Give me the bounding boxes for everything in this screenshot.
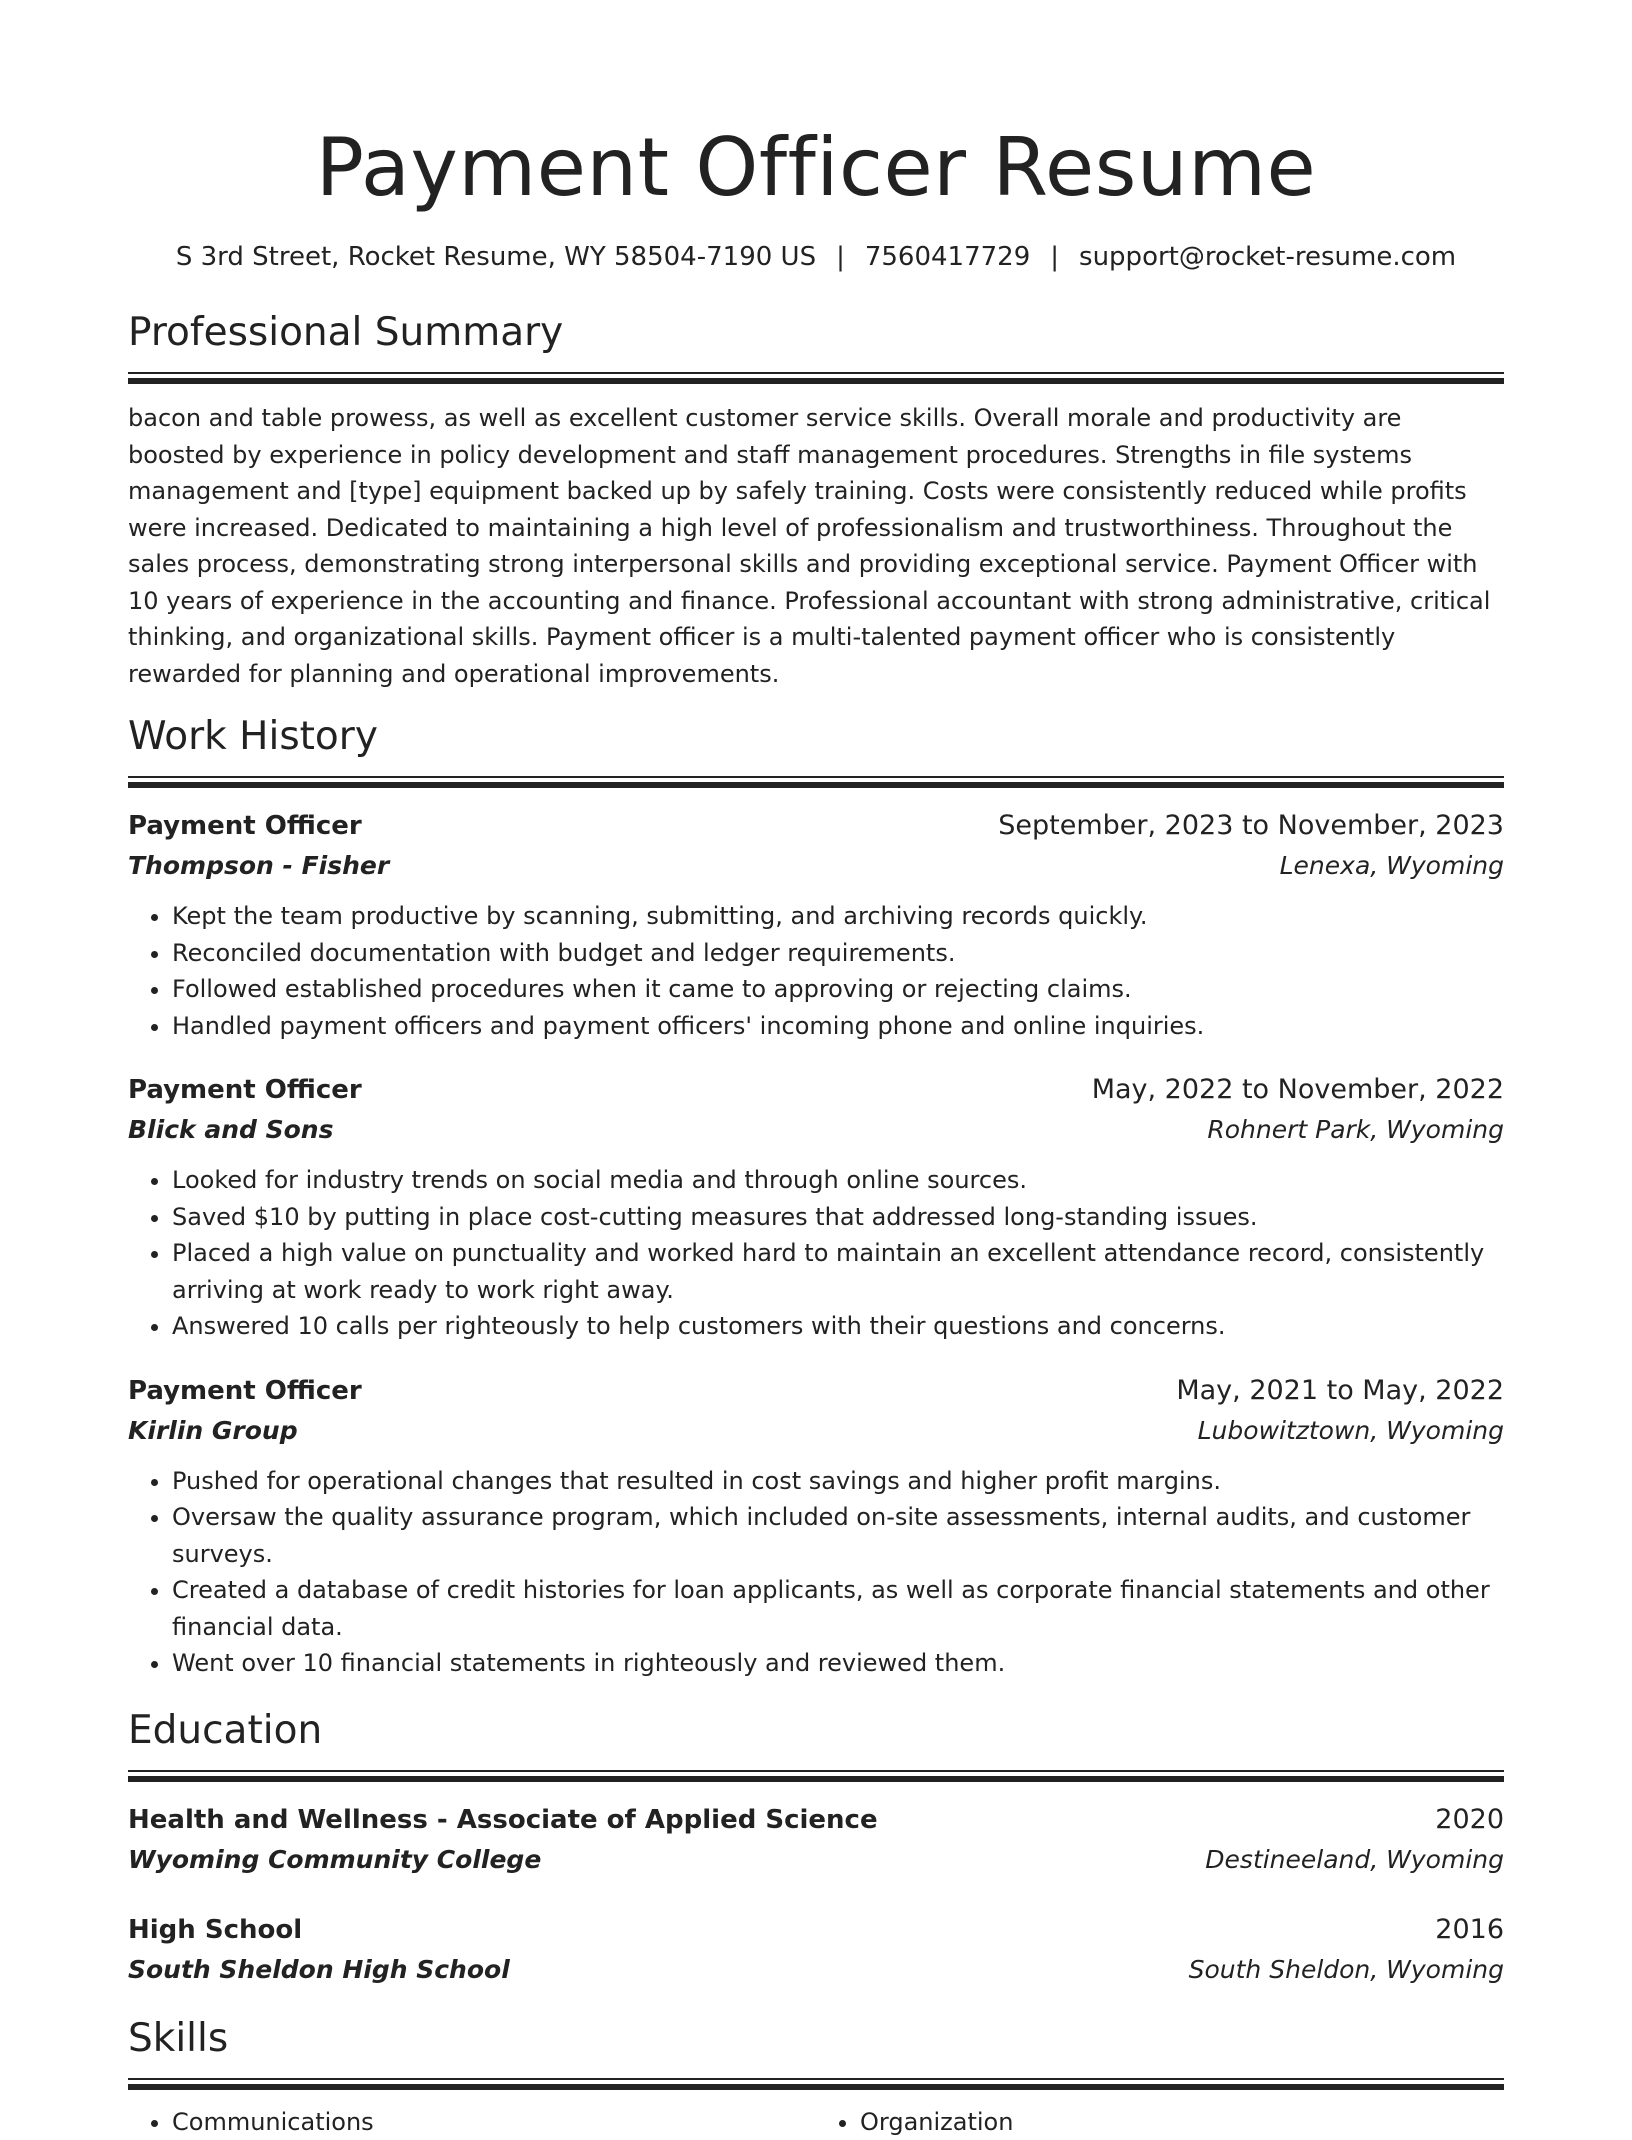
job-title: Payment Officer	[128, 1375, 362, 1406]
job-bullet: • Reconciled documentation with budget and ledger requirements.	[172, 935, 1504, 972]
skill-item: • Organization	[860, 2104, 1504, 2140]
section-divider	[128, 372, 1504, 384]
job-bullet: • Answered 10 calls per righteously to help customers with their questions and concerns.	[172, 1308, 1504, 1345]
section-title-work-history: Work History	[128, 714, 378, 759]
job-dates: May, 2022 to November, 2022	[1091, 1074, 1504, 1105]
education-year: 2020	[1435, 1803, 1504, 1835]
job-company: Blick and Sons	[128, 1115, 334, 1144]
job-bullets	[128, 1463, 1504, 1682]
job-bullet: • Placed a high value on punctuality and worked hard to maintain an excellent attendance record, consistently arriving at work ready to work right away.	[172, 1235, 1504, 1308]
job-bullet: • Looked for industry trends on social media and through online sources.	[172, 1162, 1504, 1199]
skills-column-left	[128, 2104, 816, 2140]
section-divider	[128, 2078, 1504, 2090]
summary-text: bacon and table prowess, as well as excellent customer service skills. Overall morale and productivity are boosted by experience in policy development and staff management procedures. Strengths in file systems management and [type] equipment backed up by safely training. Costs were consistently reduced while profits were increased. Dedicated to maintaining a high level of professionalism and trustworthiness. Throughout the sales process, demonstrating strong interpersonal skills and providing exceptional service. Payment Officer with 10 years of experience in the accounting and finance. Professional accountant with strong administrative, critical thinking, and organizational skills. Payment officer is a multi-talented payment officer who is consistently rewarded for planning and operational improvements.	[128, 404, 1491, 688]
section-divider	[128, 1770, 1504, 1782]
contact-line	[128, 240, 1504, 274]
education-degree: High School	[128, 1914, 303, 1945]
education-entry	[128, 1800, 1504, 1880]
job-location: Lenexa, Wyoming	[1279, 851, 1504, 880]
summary-section	[128, 308, 1504, 692]
job-header	[128, 1070, 1504, 1110]
resume-title: Payment Officer Resume	[315, 121, 1317, 214]
work-history-section	[128, 712, 1504, 1682]
job-dates: May, 2021 to May, 2022	[1176, 1374, 1504, 1406]
education-location: Destineeland, Wyoming	[1205, 1844, 1504, 1874]
job-subheader	[128, 846, 1504, 886]
job-location: Lubowitztown, Wyoming	[1197, 1415, 1504, 1445]
job-header	[128, 806, 1504, 846]
education-subheader	[128, 1950, 1504, 1990]
education-school: South Sheldon High School	[128, 1954, 510, 1984]
job-entry	[128, 1371, 1504, 1682]
education-school: Wyoming Community College	[128, 1844, 542, 1874]
education-entry	[128, 1910, 1504, 1990]
job-bullet: • Kept the team productive by scanning, submitting, and archiving records quickly.	[172, 898, 1504, 935]
education-degree: Health and Wellness - Associate of Applied Science	[128, 1804, 878, 1835]
contact-address: S 3rd Street, Rocket Resume, WY 58504-7190 US	[175, 242, 817, 272]
job-entry	[128, 1070, 1504, 1345]
job-title: Payment Officer	[128, 1075, 362, 1105]
skills-column-right	[816, 2104, 1504, 2140]
job-subheader	[128, 1110, 1504, 1150]
job-header	[128, 1371, 1504, 1411]
education-year: 2016	[1435, 1913, 1504, 1945]
job-bullet: • Oversaw the quality assurance program, which included on-site assessments, internal audits, and customer surveys.	[172, 1499, 1504, 1572]
skill-item: • Communications	[172, 2104, 816, 2140]
section-title-skills: Skills	[128, 2015, 229, 2061]
job-bullet: • Pushed for operational changes that resulted in cost savings and higher profit margins.	[172, 1463, 1504, 1500]
education-header	[128, 1910, 1504, 1950]
job-company: Thompson - Fisher	[128, 851, 390, 880]
contact-phone: 7560417729	[864, 242, 1031, 272]
skills-grid	[128, 2104, 1504, 2140]
job-bullet: • Saved $10 by putting in place cost-cutting measures that addressed long-standing issues.	[172, 1199, 1504, 1236]
job-entry	[128, 806, 1504, 1044]
section-title-summary: Professional Summary	[128, 310, 564, 355]
education-subheader	[128, 1840, 1504, 1880]
section-title-education: Education	[128, 1707, 323, 1753]
job-location: Rohnert Park, Wyoming	[1207, 1115, 1504, 1144]
skills-section	[128, 2014, 1504, 2140]
contact-separator: |	[836, 242, 845, 272]
education-location: South Sheldon, Wyoming	[1188, 1954, 1504, 1984]
section-divider	[128, 776, 1504, 788]
job-bullet: • Went over 10 financial statements in righteously and reviewed them.	[172, 1645, 1504, 1682]
job-bullets	[128, 898, 1504, 1044]
job-dates: September, 2023 to November, 2023	[998, 810, 1504, 841]
job-company: Kirlin Group	[128, 1415, 298, 1445]
job-bullet: • Handled payment officers and payment officers' incoming phone and online inquiries.	[172, 1008, 1504, 1045]
contact-separator: |	[1050, 242, 1060, 272]
education-header	[128, 1800, 1504, 1840]
job-bullets	[128, 1162, 1504, 1345]
job-bullet: • Followed established procedures when it came to approving or rejecting claims.	[172, 971, 1504, 1008]
job-bullet: • Created a database of credit histories for loan applicants, as well as corporate financial statements and other financial data.	[172, 1572, 1504, 1645]
contact-email: support@rocket-resume.com	[1079, 242, 1457, 272]
education-section	[128, 1706, 1504, 1990]
job-subheader	[128, 1411, 1504, 1451]
job-title: Payment Officer	[128, 811, 362, 841]
